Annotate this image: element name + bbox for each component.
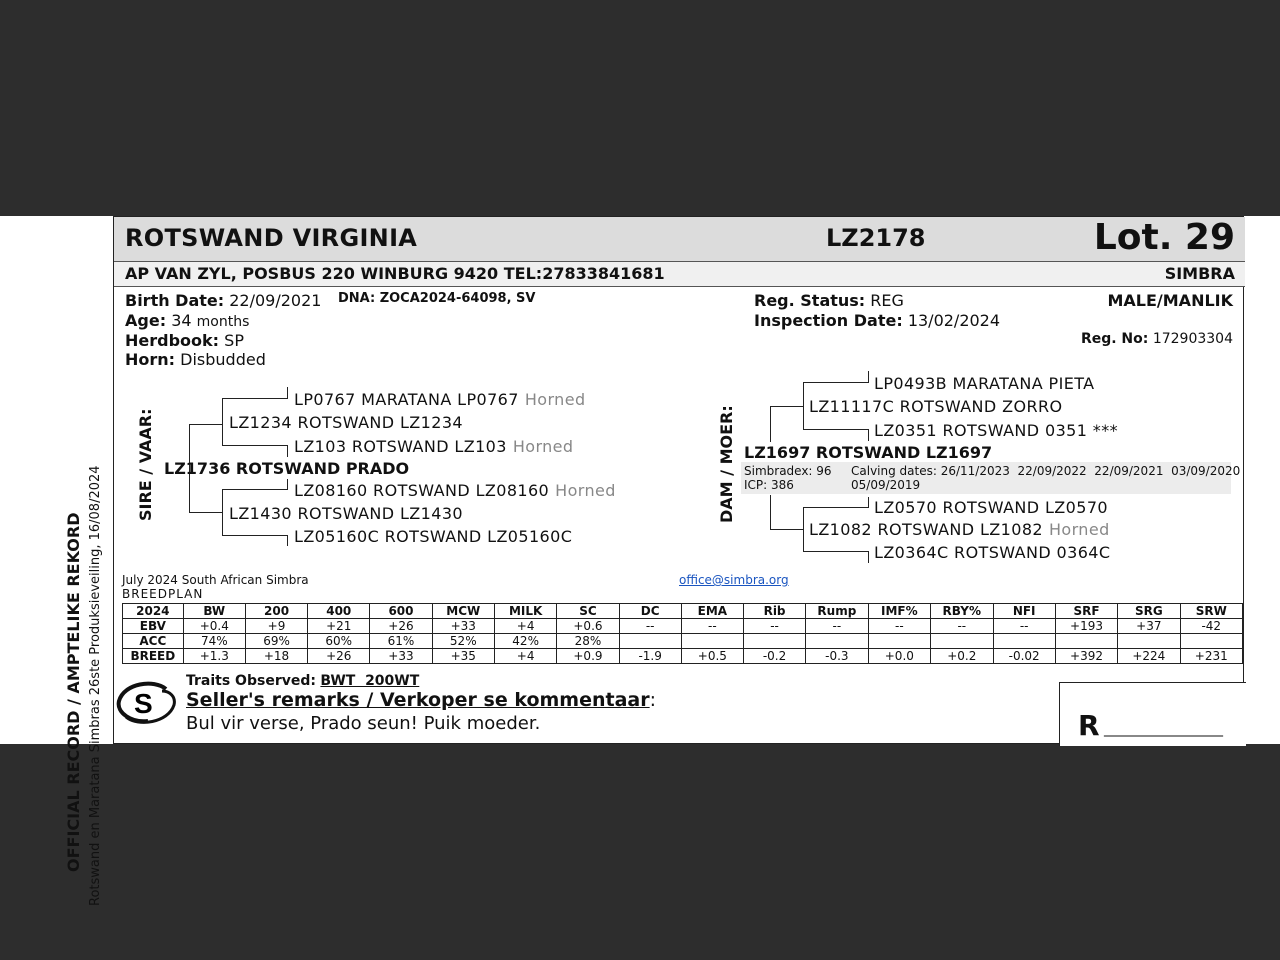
ebv-cell: +26 — [370, 619, 432, 634]
ebv-cell: +193 — [1055, 619, 1117, 634]
ebv-cell: +21 — [308, 619, 370, 634]
sex: MALE/MANLIK — [1107, 291, 1233, 310]
ebv-cell: -- — [868, 619, 930, 634]
ebv-cell: +392 — [1055, 649, 1117, 664]
owner-bar — [114, 262, 1245, 287]
ebv-cell: -0.3 — [806, 649, 868, 664]
ebv-cell — [619, 634, 681, 649]
ebv-header-cell: 200 — [245, 604, 307, 619]
dam-sire: LZ11117C ROTSWAND ZORRO — [809, 397, 1063, 416]
card-header — [114, 217, 1245, 262]
dam-sire-sire: LP0493B MARATANA PIETA — [874, 374, 1095, 393]
ebv-cell: +0.6 — [557, 619, 619, 634]
breed-name: SIMBRA — [1164, 264, 1235, 283]
ebv-header-cell: SRG — [1118, 604, 1180, 619]
ebv-header-cell: 600 — [370, 604, 432, 619]
dam-sire-dam: LZ0351 ROTSWAND 0351 *** — [874, 421, 1118, 440]
lot-card-page — [0, 216, 1280, 906]
ebv-cell: +0.5 — [681, 649, 743, 664]
ebv-row — [123, 649, 1243, 664]
horn-status: Horned — [524, 390, 586, 409]
ebv-header-cell: BW — [183, 604, 245, 619]
ebv-cell: 61% — [370, 634, 432, 649]
ebv-cell: 69% — [245, 634, 307, 649]
reg-status — [754, 291, 904, 310]
reg-no-label: Reg. No: — [1080, 331, 1149, 347]
sire-name: LZ1736 ROTSWAND PRADO — [164, 459, 410, 478]
lot-number: Lot. 29 — [1093, 217, 1235, 258]
sire-dam-sire: LZ08160 ROTSWAND LZ08160 Horned — [294, 481, 616, 500]
ebv-header-cell: Rib — [743, 604, 805, 619]
sire-dam-dam: LZ05160C ROTSWAND LZ05160C — [294, 527, 573, 546]
ebv-header-cell: 400 — [308, 604, 370, 619]
lot-card: ROTSWAND VIRGINIA LZ2178 Lot. 29 AP VAN ZYL, POSBUS 220 WINBURG 9420 TEL:27833841681 SIMBRA Birth Date: 22/09/2021 DNA: ZOCA2024-64098, SV Age: 34 months Herdbook: SP Horn: Disbudded Reg. Status: REG MALE/MANLIK Inspection Date: 13/02/2024 Reg. No: 172903304 SIRE / VAAR: LP0767 MARATANA LP0767 Horned LZ1234 ROTSWAND LZ1234 LZ103 ROTSWAND LZ103 Horned LZ1736 ROTSWAND PRADO LZ08160 ROTSWAND LZ08160 Horned LZ1430 ROTSWAND LZ1430 LZ05160C ROTSWAND LZ05160C DAM / MOER: LP0493B MARATANA PIETA LZ11117C ROTSWAND ZORRO LZ0351 ROTSWAND 0351 *** LZ1697 ROTSWAND LZ1697 Simbradex: 96 ICP: 386 Calving dates: 26/11/2023 22/09/2022 22/09/2021 03/09/2020 05/09/2019 LZ0570 ROTSWAND LZ0570 LZ1082 ROTSWAND LZ1082 Horned LZ0364C ROTSWAND 0364C July 2024 South African Simbra BREEDPLAN office@simbra.org 2024 BW 200 400 600 MCW MILK SC DC EMA Rib Rump IMF% RBY% NFI SRF SRG SRW EBV +0.4 +9 +21 +26 +33 +4 +0.6 -- -- -- -- -- -- -- +193 +37 -42 ACC 74% 69% 60% 61% 52% 42% 28% BREED +1.3 +18 +26 +33 +35 +4 +0.9 -1.9 +0.5 -0.2 -0.3 +0.0 +0.2 -0.02 +392 +224 +231 S Traits Observed: BWT 200WT Seller's remarks / Verkoper se kommentaar: Bul vir verse, Prado seun! Puik moeder. R _________________ — [113, 216, 1244, 744]
ebv-cell: +231 — [1180, 649, 1242, 664]
simbradex: Simbradex: 96 — [744, 464, 832, 478]
ebv-cell: -- — [806, 619, 868, 634]
birth-date-label: Birth Date: — [125, 291, 225, 310]
ebv-cell: 60% — [308, 634, 370, 649]
ebv-row — [123, 619, 1243, 634]
traits-value: BWT 200WT — [320, 673, 420, 689]
dam-dam: LZ1082 ROTSWAND LZ1082 Horned — [809, 520, 1110, 539]
age-value: 34 — [171, 311, 192, 330]
dam-dam-dam: LZ0364C ROTSWAND 0364C — [874, 543, 1111, 562]
ebv-cell: +0.2 — [931, 649, 993, 664]
sale-name-label: Rotswand en Maratana Simbras 26ste Produksieveiling, 16/08/2024 — [88, 465, 103, 906]
horn-label: Horn: — [125, 350, 176, 369]
ebv-cell: +9 — [245, 619, 307, 634]
sire-sire-sire: LP0767 MARATANA LP0767 Horned — [294, 390, 586, 409]
dna-info: DNA: ZOCA2024-64098, SV — [338, 291, 536, 306]
ebv-cell: +26 — [308, 649, 370, 664]
calving-dates: Calving dates: 26/11/2023 22/09/2022 22/09/2021 03/09/2020 — [851, 464, 1241, 478]
official-record-label: OFFICIAL RECORD / AMPTELIKE REKORD — [64, 512, 83, 872]
ebv-cell: -1.9 — [619, 649, 681, 664]
evaluation-run: July 2024 South African Simbra — [122, 573, 309, 587]
reg-status-value: REG — [870, 291, 904, 310]
inspection-label: Inspection Date: — [754, 311, 903, 330]
ebv-cell: +1.3 — [183, 649, 245, 664]
logo-icon — [114, 679, 178, 729]
ebv-cell: +0.9 — [557, 649, 619, 664]
ebv-cell: +35 — [432, 649, 494, 664]
ebv-cell — [806, 634, 868, 649]
ebv-header-cell: MILK — [494, 604, 556, 619]
logo-letter: S — [134, 688, 153, 719]
ebv-table — [122, 603, 1243, 664]
dam-name: LZ1697 ROTSWAND LZ1697 — [744, 443, 993, 462]
ebv-cell — [868, 634, 930, 649]
ebv-header-row — [123, 604, 1243, 619]
ebv-cell: -0.02 — [993, 649, 1055, 664]
ebv-cell — [681, 634, 743, 649]
horn — [125, 350, 266, 369]
animal-name: ROTSWAND VIRGINIA — [125, 224, 418, 252]
ebv-cell: +33 — [432, 619, 494, 634]
ebv-header-cell: RBY% — [931, 604, 993, 619]
reg-no — [1081, 331, 1233, 347]
ebv-cell: +224 — [1118, 649, 1180, 664]
ebv-cell: -- — [931, 619, 993, 634]
ebv-header-cell: EMA — [681, 604, 743, 619]
ebv-cell: +0.0 — [868, 649, 930, 664]
ebv-row-label: ACC — [123, 634, 184, 649]
r-signature-line[interactable]: _________________ — [1104, 721, 1223, 737]
horn-status: Horned — [555, 481, 616, 500]
ebv-cell: -42 — [1180, 619, 1242, 634]
remarks-label: Seller's remarks / Verkoper se kommentaar — [186, 689, 650, 711]
email-link[interactable]: office@simbra.org — [679, 573, 789, 587]
ebv-cell: +4 — [494, 649, 556, 664]
ebv-cell: 74% — [183, 634, 245, 649]
ebv-cell: +0.4 — [183, 619, 245, 634]
dam-performance-box — [741, 462, 1241, 494]
ebv-cell — [931, 634, 993, 649]
calving-dates-cont: 05/09/2019 — [851, 478, 921, 492]
ebv-cell: -- — [743, 619, 805, 634]
breedplan-label: BREEDPLAN — [122, 587, 204, 601]
ebv-cell — [743, 634, 805, 649]
ebv-cell: +4 — [494, 619, 556, 634]
ebv-header-cell: NFI — [993, 604, 1055, 619]
horn-status: Horned — [512, 437, 574, 456]
horn-status: Horned — [1048, 520, 1110, 539]
sire-sire-dam: LZ103 ROTSWAND LZ103 Horned — [294, 437, 574, 456]
reg-status-label: Reg. Status: — [754, 291, 866, 310]
birth-date — [125, 291, 321, 310]
ebv-row-label: BREED — [123, 649, 184, 664]
ebv-cell: +18 — [245, 649, 307, 664]
sire-sire: LZ1234 ROTSWAND LZ1234 — [229, 413, 463, 432]
inspection-value: 13/02/2024 — [907, 311, 1001, 330]
dam-dam-sire: LZ0570 ROTSWAND LZ0570 — [874, 498, 1108, 517]
traits-observed — [186, 673, 419, 689]
horn-value: Disbudded — [180, 350, 266, 369]
ebv-cell — [1118, 634, 1180, 649]
inspection-date — [754, 311, 1000, 330]
ebv-cell: -- — [681, 619, 743, 634]
icp: ICP: 386 — [744, 478, 794, 492]
ebv-cell: -0.2 — [743, 649, 805, 664]
ebv-header-cell: DC — [619, 604, 681, 619]
reg-no-value: 172903304 — [1152, 331, 1233, 347]
ebv-cell — [1180, 634, 1242, 649]
traits-label: Traits Observed: — [186, 673, 316, 689]
buyer-box — [1059, 682, 1246, 746]
birth-date-value: 22/09/2021 — [229, 291, 322, 310]
ebv-header-cell: 2024 — [123, 604, 184, 619]
ebv-cell: 52% — [432, 634, 494, 649]
sire-dam: LZ1430 ROTSWAND LZ1430 — [229, 504, 463, 523]
r-label: R — [1078, 709, 1100, 742]
ebv-header-cell: MCW — [432, 604, 494, 619]
owner-details: AP VAN ZYL, POSBUS 220 WINBURG 9420 TEL:27833841681 — [125, 264, 665, 283]
age — [125, 311, 249, 330]
seller-remarks: Bul vir verse, Prado seun! Puik moeder. — [186, 713, 541, 734]
ebv-cell — [993, 634, 1055, 649]
age-unit: months — [196, 314, 250, 330]
ebv-cell: 28% — [557, 634, 619, 649]
ebv-cell: -- — [993, 619, 1055, 634]
ebv-cell: -- — [619, 619, 681, 634]
simbra-logo — [114, 679, 178, 729]
ebv-row — [123, 634, 1243, 649]
ebv-header-cell: IMF% — [868, 604, 930, 619]
ebv-header-cell: SRW — [1180, 604, 1242, 619]
ebv-cell: +33 — [370, 649, 432, 664]
ebv-header-cell: SC — [557, 604, 619, 619]
ebv-row-label: EBV — [123, 619, 184, 634]
remarks-heading — [186, 689, 656, 711]
age-label: Age: — [125, 311, 167, 330]
ebv-cell: 42% — [494, 634, 556, 649]
remarks-colon: : — [649, 689, 657, 711]
ebv-header-cell: Rump — [806, 604, 868, 619]
herdbook — [125, 331, 244, 350]
ebv-header-cell: SRF — [1055, 604, 1117, 619]
herdbook-label: Herdbook: — [125, 331, 220, 350]
animal-code: LZ2178 — [826, 224, 926, 252]
herdbook-value: SP — [224, 331, 244, 350]
ebv-cell: +37 — [1118, 619, 1180, 634]
ebv-cell — [1055, 634, 1117, 649]
